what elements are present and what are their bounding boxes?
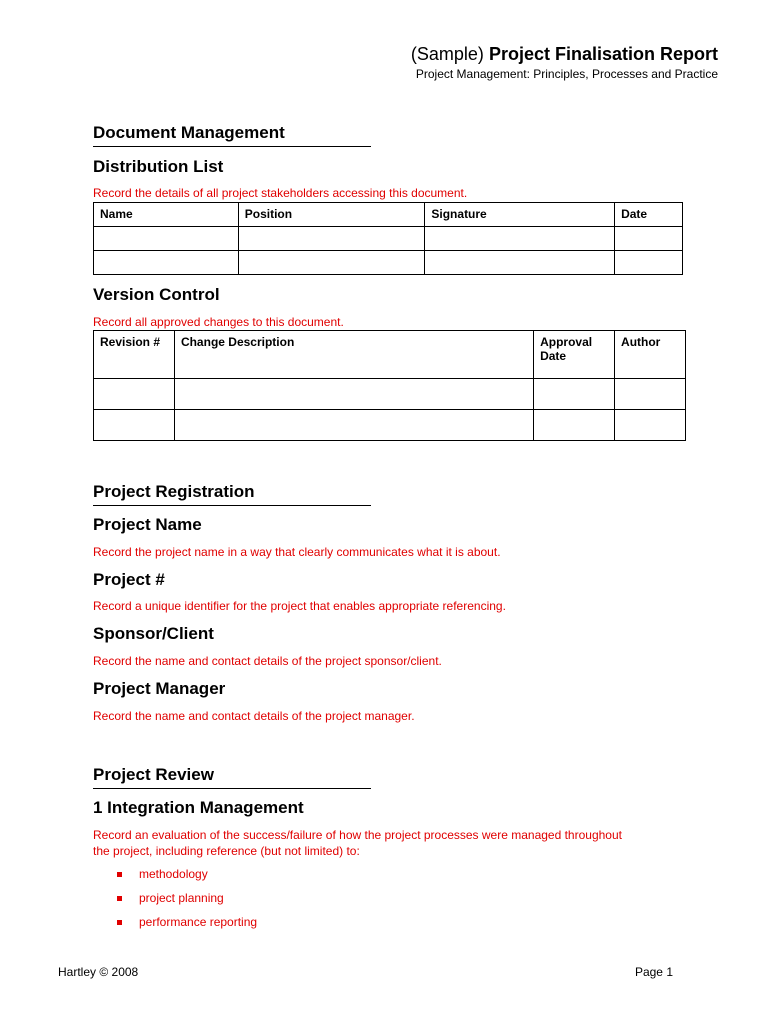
heading-integration-management: 1 Integration Management [93, 798, 304, 817]
version-control-table [93, 330, 686, 441]
cell[interactable] [534, 410, 615, 441]
heading-project-name: Project Name [93, 515, 202, 534]
instruction-version-control: Record all approved changes to this document. [93, 315, 344, 329]
table-header-row [94, 203, 683, 227]
list-item [93, 914, 257, 938]
col-date: Date [615, 203, 683, 227]
title-prefix: (Sample) [410, 44, 484, 64]
cell[interactable] [615, 410, 686, 441]
bullet-square-icon [117, 920, 122, 925]
cell[interactable] [615, 251, 683, 275]
col-change-description: Change Description [174, 331, 533, 379]
instruction-integration-line1: Record an evaluation of the success/failure of how the project processes were managed throughout [93, 828, 622, 842]
title-main: Project Finalisation Report [488, 44, 718, 64]
heading-distribution-list: Distribution List [93, 157, 224, 176]
distribution-table [93, 202, 683, 275]
heading-version-control: Version Control [93, 285, 220, 304]
list-item [93, 890, 257, 914]
footer-copyright: Hartley © 2008 [58, 965, 139, 979]
cell[interactable] [174, 410, 533, 441]
instruction-sponsor-client: Record the name and contact details of the project sponsor/client. [93, 654, 442, 668]
col-author: Author [615, 331, 686, 379]
cell[interactable] [425, 227, 615, 251]
bullet-text: project planning [139, 891, 224, 905]
list-item [93, 866, 257, 890]
bullet-text: performance reporting [139, 915, 258, 929]
footer-page-number: Page 1 [634, 965, 673, 979]
cell[interactable] [615, 227, 683, 251]
cell[interactable] [238, 251, 425, 275]
instruction-project-name: Record the project name in a way that clearly communicates what it is about. [93, 545, 501, 559]
col-approval-date: Approval Date [534, 331, 615, 379]
table-row [94, 251, 683, 275]
col-position: Position [238, 203, 425, 227]
cell[interactable] [174, 379, 533, 410]
cell[interactable] [534, 379, 615, 410]
cell[interactable] [94, 251, 239, 275]
instruction-project-number: Record a unique identifier for the project that enables appropriate referencing. [93, 599, 506, 613]
cell[interactable] [94, 379, 175, 410]
table-row [94, 410, 686, 441]
bullet-square-icon [117, 896, 122, 901]
section-document-management: Document Management [93, 123, 371, 147]
instruction-integration-line2: the project, including reference (but not limited) to: [93, 844, 360, 858]
cell[interactable] [94, 227, 239, 251]
cell[interactable] [238, 227, 425, 251]
col-signature: Signature [425, 203, 615, 227]
bullet-square-icon [117, 872, 122, 877]
cell[interactable] [615, 379, 686, 410]
heading-sponsor-client: Sponsor/Client [93, 624, 214, 643]
col-name: Name [94, 203, 239, 227]
section-project-registration: Project Registration [93, 482, 371, 506]
cell[interactable] [94, 410, 175, 441]
integration-bullet-list [93, 866, 257, 938]
heading-project-manager: Project Manager [93, 679, 226, 698]
table-header-row [94, 331, 686, 379]
instruction-distribution-list: Record the details of all project stakeholders accessing this document. [93, 186, 468, 200]
report-subtitle: Project Management: Principles, Processes and Practice [415, 67, 718, 81]
heading-project-number: Project # [93, 570, 165, 589]
table-row [94, 227, 683, 251]
section-project-review: Project Review [93, 765, 371, 789]
col-revision: Revision # [94, 331, 175, 379]
instruction-project-manager: Record the name and contact details of the project manager. [93, 709, 415, 723]
bullet-text: methodology [139, 867, 208, 881]
table-row [94, 379, 686, 410]
report-title [411, 44, 718, 65]
cell[interactable] [425, 251, 615, 275]
